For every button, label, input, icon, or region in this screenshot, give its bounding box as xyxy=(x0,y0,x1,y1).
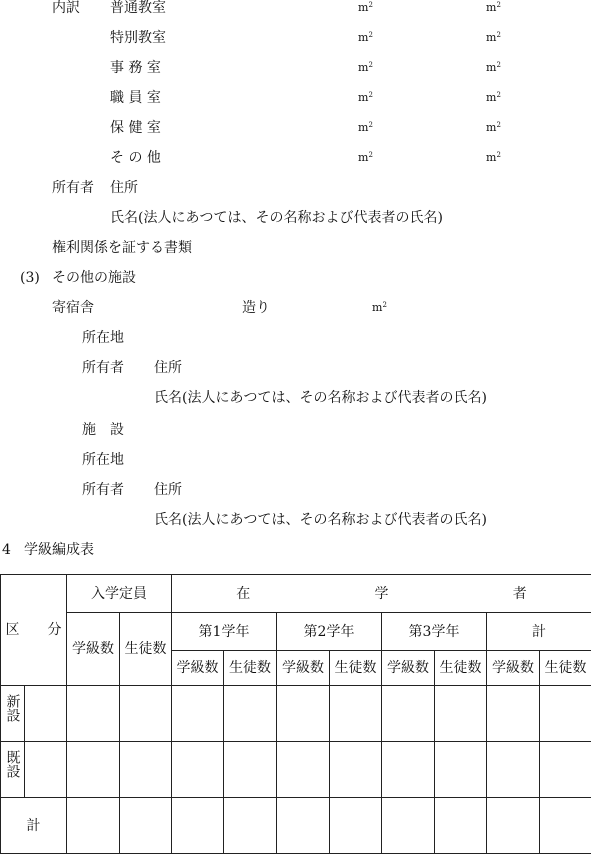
table-cell[interactable] xyxy=(120,686,172,742)
table-cell[interactable] xyxy=(172,798,224,854)
area-unit: $m^2$ xyxy=(358,152,373,164)
table-cell[interactable] xyxy=(67,686,120,742)
total-classes-header: 学級数 xyxy=(487,651,540,686)
construction-label: 造り xyxy=(242,300,270,316)
table-cell[interactable] xyxy=(382,686,435,742)
grade-1-classes-header: 学級数 xyxy=(172,651,224,686)
table-cell[interactable] xyxy=(330,798,382,854)
category-header: 区 分 xyxy=(1,575,67,686)
grade-3-header: 第3学年 xyxy=(382,613,487,651)
owner-label: 所有者 xyxy=(52,180,94,196)
class-organization-table xyxy=(0,574,591,854)
table-row xyxy=(1,742,591,798)
owner-name-label: 氏名(法人にあつては、その名称および代表者の氏名) xyxy=(154,390,487,406)
breakdown-item-name: 保 健 室 xyxy=(110,120,161,136)
breakdown-item-name: 普通教室 xyxy=(110,0,166,16)
enrolled-char-3: 者 xyxy=(451,586,589,602)
table-cell[interactable] xyxy=(330,742,382,798)
table-cell[interactable] xyxy=(382,742,435,798)
table-cell[interactable] xyxy=(172,742,224,798)
breakdown-label: 内訳 xyxy=(52,0,80,16)
section-heading: その他の施設 xyxy=(52,270,136,286)
section-number: 4 xyxy=(2,542,11,558)
area-unit: $m^2$ xyxy=(358,62,373,74)
row-label-existing: 既設 xyxy=(1,742,25,798)
location-label: 所在地 xyxy=(82,452,124,468)
table-cell[interactable] xyxy=(487,742,540,798)
area-unit: $m^2$ xyxy=(372,302,387,314)
total-header: 計 xyxy=(487,613,591,651)
grade-2-students-header: 生徒数 xyxy=(330,651,382,686)
breakdown-item-name: 職 員 室 xyxy=(110,90,161,106)
enrolled-header xyxy=(172,575,591,613)
row-label-new: 新設 xyxy=(1,686,25,742)
table-cell[interactable] xyxy=(277,742,330,798)
area-unit: $m^2$ xyxy=(486,62,501,74)
table-cell[interactable] xyxy=(330,686,382,742)
rights-document-label: 権利関係を証する書類 xyxy=(52,240,192,256)
admission-students-header: 生徒数 xyxy=(120,613,172,686)
table-cell[interactable] xyxy=(25,686,67,742)
table-cell[interactable] xyxy=(487,798,540,854)
table-cell[interactable] xyxy=(540,798,591,854)
facility-label: 施 設 xyxy=(82,422,124,438)
table-cell[interactable] xyxy=(540,742,591,798)
table-cell[interactable] xyxy=(487,686,540,742)
owner-address-label: 住所 xyxy=(154,482,182,498)
grade-2-classes-header: 学級数 xyxy=(277,651,330,686)
table-cell[interactable] xyxy=(277,686,330,742)
grade-3-classes-header: 学級数 xyxy=(382,651,435,686)
owner-label: 所有者 xyxy=(82,360,124,376)
owner-address-label: 住所 xyxy=(110,180,138,196)
admission-classes-header: 学級数 xyxy=(67,613,120,686)
table-cell[interactable] xyxy=(67,742,120,798)
row-label-total: 計 xyxy=(1,798,67,854)
owner-label: 所有者 xyxy=(82,482,124,498)
table-cell[interactable] xyxy=(224,742,277,798)
area-unit: $m^2$ xyxy=(358,2,373,14)
admission-capacity-header: 入学定員 xyxy=(67,575,172,613)
owner-name-label: 氏名(法人にあつては、その名称および代表者の氏名) xyxy=(110,210,443,226)
table-cell[interactable] xyxy=(120,798,172,854)
table-cell[interactable] xyxy=(25,742,67,798)
table-cell[interactable] xyxy=(120,742,172,798)
area-unit: $m^2$ xyxy=(358,122,373,134)
table-row xyxy=(1,686,591,742)
area-unit: $m^2$ xyxy=(486,122,501,134)
breakdown-item-name: 事 務 室 xyxy=(110,60,161,76)
breakdown-item-name: そ の 他 xyxy=(110,150,161,166)
grade-1-students-header: 生徒数 xyxy=(224,651,277,686)
grade-2-header: 第2学年 xyxy=(277,613,382,651)
area-unit: $m^2$ xyxy=(486,152,501,164)
section-number: (3) xyxy=(20,270,40,286)
dormitory-label: 寄宿舎 xyxy=(52,300,94,316)
table-cell[interactable] xyxy=(382,798,435,854)
location-label: 所在地 xyxy=(82,330,124,346)
table-cell[interactable] xyxy=(224,686,277,742)
enrolled-char-1: 在 xyxy=(174,586,312,602)
area-unit: $m^2$ xyxy=(486,32,501,44)
table-cell[interactable] xyxy=(435,686,487,742)
area-unit: $m^2$ xyxy=(486,2,501,14)
total-students-header: 生徒数 xyxy=(540,651,591,686)
table-row xyxy=(1,798,591,854)
table-cell[interactable] xyxy=(224,798,277,854)
section-title: 学級編成表 xyxy=(24,542,94,558)
area-unit: $m^2$ xyxy=(358,32,373,44)
grade-1-header: 第1学年 xyxy=(172,613,277,651)
table-cell[interactable] xyxy=(277,798,330,854)
owner-name-label: 氏名(法人にあつては、その名称および代表者の氏名) xyxy=(154,512,487,528)
owner-address-label: 住所 xyxy=(154,360,182,376)
breakdown-item-name: 特別教室 xyxy=(110,30,166,46)
enrolled-char-2: 学 xyxy=(312,586,450,602)
grade-3-students-header: 生徒数 xyxy=(435,651,487,686)
table-cell[interactable] xyxy=(435,742,487,798)
table-cell[interactable] xyxy=(172,686,224,742)
table-cell[interactable] xyxy=(435,798,487,854)
area-unit: $m^2$ xyxy=(358,92,373,104)
area-unit: $m^2$ xyxy=(486,92,501,104)
table-cell[interactable] xyxy=(67,798,120,854)
table-cell[interactable] xyxy=(540,686,591,742)
